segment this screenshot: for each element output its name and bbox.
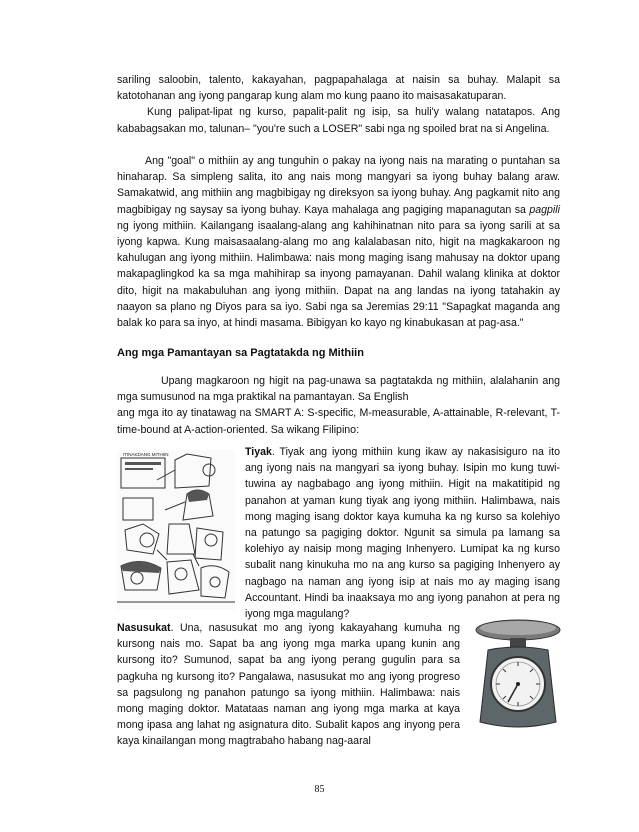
paragraph-tiyak [245,444,560,622]
tiyak-body: . Tiyak ang iyong mithiin kung ikaw ay nakasisiguro na ito ang iyong nais na mangyari sa iyong buhay. Isipin mo kung tuwi-tuwina ay nagbabago ang iyong mithiin. Higit na makatitipid ng panahon at yaman kung tiyak ang iyong mithiin. Halimbawa, nais mong maging isang doktor kaya kumuha ka ng kurso sa kolehiyo na patungo sa pagiging doktor. Ngunit sa simula pa lamang sa kolehiyo ay naisip mong maging Inhenyero. Lumipat ka ng kurso subalit nang kinukuha mo na ang kurso sa pagiging Inhenyero ay nagbago na naman ang iyong isip at nais mo ay maging isang Accountant. Hindi ba inaaksaya mo ang iyong panahon at pera ng iyong mga magulang? [245,446,560,621]
paragraph-intro-b: Kung palipat-lipat ng kurso, papalit-palit ng isip, sa huli'y walang natatapos. Ang kababagsakan mo, talunan– "you're such a LOSER" sabi nga ng spoiled brat na si Angelina. [117,106,560,135]
paragraph-goal-part1: Ang "goal" o mithiin ay ang tunguhin o pakay na iyong nais na marating o puntahan sa hinaharap. Sa simpleng salita, ito ang nais mong mangyari sa iyong buhay balang araw. Samakatwid, ang mithiin ang magbibigay ng direksyon sa iyong buhay. Ang pagkamit nito ang magbibigay ng saysay sa iyong buhay. Kaya mahalaga ang pagiging mapanagutan sa [117,155,560,216]
paragraph-smart-first: Upang magkaroon ng higit na pag-unawa sa pagtatakda ng mithiin, alalahanin ang mga sumusunod na mga praktikal na pamantayan. Sa English [117,375,560,404]
paragraph-intro [117,72,560,137]
term-tiyak: Tiyak [245,446,272,458]
paragraph-goal-italic: pagpili [529,203,560,216]
kitchen-scale-icon [470,616,565,736]
term-nasusukat: Nasusukat [117,622,171,634]
paragraph-smart-rest: ang mga ito ay tinatawag na SMART A: S-specific, M-measurable, A-attainable, R-relevant, T-time-bound at A-action-oriented. Sa wikang Filipino: [117,407,560,436]
section-heading: Ang mga Pamantayan sa Pagtatakda ng Mithiin [117,347,364,359]
page-number: 85 [314,784,325,795]
paragraph-smart [117,373,560,438]
illustration-label: ITINAKDANG MITHIIN [123,452,169,457]
paragraph-intro-a: sariling saloobin, talento, kakayahan, pagpapahalaga at naisin sa buhay. Malapit sa katotohanan ang iyong pangarap kung alam mo kung paano ito maisasakatuparan. [117,74,560,103]
nasusukat-body: . Una, nasusukat mo ang iyong kakayahang kumuha ng kursong nais mo. Sapat ba ang iyong mga marka upang kunin ang kursong ito? Sumunod, sapat ba ang iyong perang gugulin para sa pagkuha ng kursong ito? Pangalawa, nasusukat mo ang iyong progreso sa pagsulong ng panahon patungo sa iyong mithiin. Halimbawa: nais mong maging doktor. Matataas naman ang iyong mga marka at kaya mong ipasa ang lahat ng asignatura dito. Subalit kapos ang inyong pera kaya kinailangan mong magtrabaho habang nag-aaral [117,622,460,748]
sketch-illustration [117,450,235,610]
paragraph-nasusukat [117,620,460,750]
paragraph-goal-part2: ng iyong mithiin. Kailangang isaalang-alang ang kahihinatnan nito para sa iyong sarili at sa iyong kapwa. Kung maisasaalang-alang mo ang kalalabasan nito, higit na magkakaroon ng kahulugan ang iyong mithiin. Halimbawa: nais mong maging isang mahusay na doktor upang makapaglingkod ka sa mga mahihirap sa inyong pamayanan. Dahil walang klinika at doktor dito, higit na makabuluhan ang iyong mithiin. Dapat na ang landas na iyong tatahakin ay naayon sa plano ng Diyos para sa iyo. Sabi nga sa Jeremias 29:11 "Sapagkat maganda ang balak ko para sa inyo, at hindi masama. Bibigyan ko kayo ng kinabukasan at pag-asa." [117,219,560,330]
paragraph-goal [117,153,560,331]
